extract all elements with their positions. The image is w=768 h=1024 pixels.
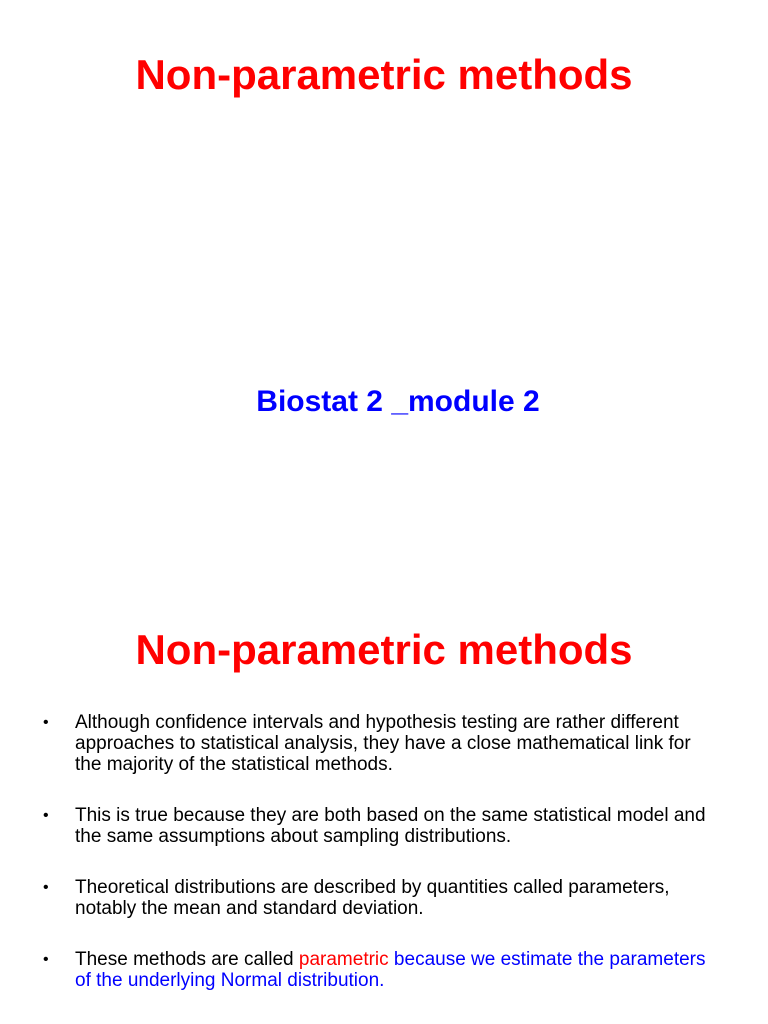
bullet-list bbox=[0, 712, 768, 1021]
bullet-item bbox=[0, 712, 768, 775]
bullet-text-highlight-parametric: parametric bbox=[298, 949, 389, 970]
bullet-marker: • bbox=[43, 807, 49, 824]
bullet-text: Theoretical distributions are described by quantities called parameters, notably the mean and standard deviation. bbox=[75, 877, 670, 919]
bullet-marker: • bbox=[43, 879, 49, 896]
bullet-text: Although confidence intervals and hypothesis testing are rather different approaches to statistical analysis, they have a close mathematical link for the majority of the statistical methods. bbox=[75, 712, 691, 775]
slide-content-page bbox=[0, 578, 768, 1024]
bullet-text-plain: These methods are called bbox=[75, 949, 299, 970]
bullet-marker: • bbox=[43, 714, 49, 731]
bullet-item bbox=[0, 805, 768, 847]
slide-subtitle: Biostat 2 _module 2 bbox=[256, 385, 540, 418]
bullet-text: This is true because they are both based on the same statistical model and the same assumptions about sampling distributions. bbox=[75, 805, 706, 847]
bullet-marker: • bbox=[43, 951, 49, 968]
bullet-item bbox=[0, 949, 768, 991]
bullet-text-highlight-blue: because we estimate the parameters of the underlying Normal distribution. bbox=[75, 949, 706, 991]
slide-title: Non-parametric methods bbox=[135, 51, 633, 98]
bullet-item bbox=[0, 877, 768, 919]
slide-title: Non-parametric methods bbox=[135, 626, 633, 673]
